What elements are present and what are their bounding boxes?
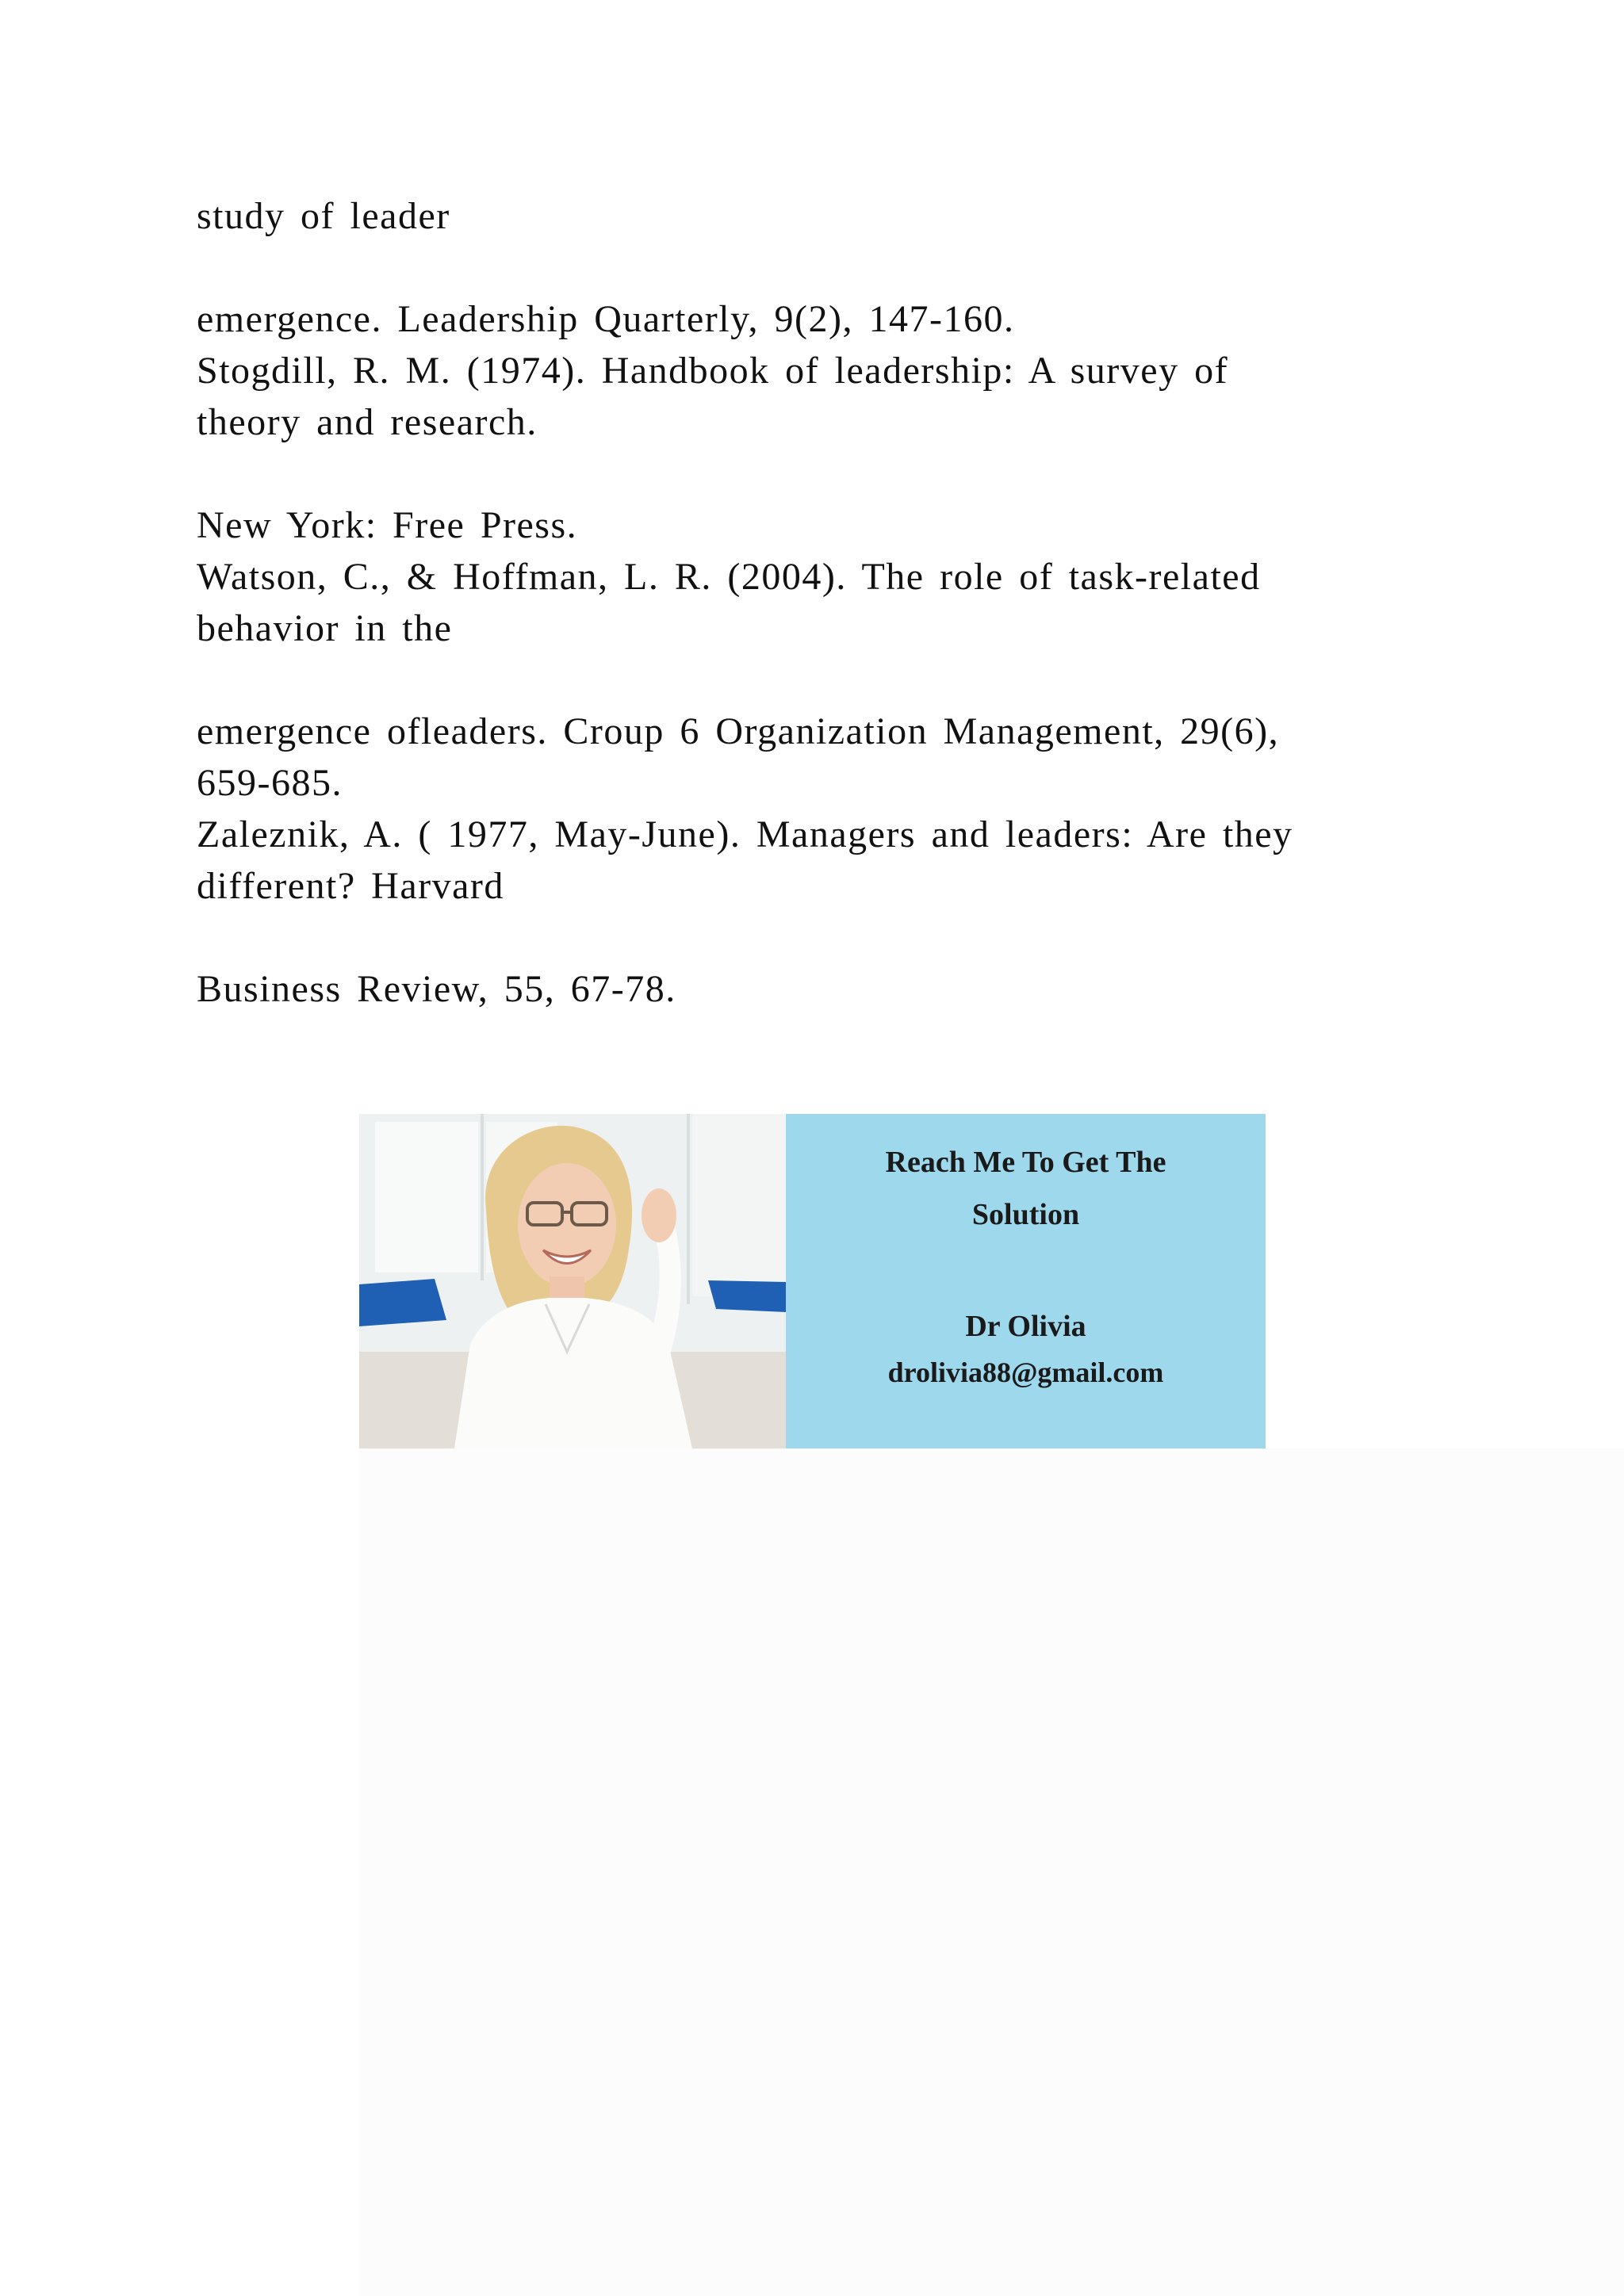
smiling-woman-photo <box>359 1114 786 1448</box>
reference-line: study of leader <box>197 195 450 237</box>
contact-banner <box>359 1114 1266 1448</box>
reference-line: Stogdill, R. M. (1974). Handbook of leadership: A survey of <box>197 350 1229 392</box>
reference-line: emergence. Leadership Quarterly, 9(2), 147-160. <box>197 298 1015 340</box>
contact-name: Dr Olivia <box>965 1310 1086 1343</box>
heading-line-2: Solution <box>971 1198 1080 1231</box>
blank-page-area <box>359 1448 1624 2296</box>
contact-email: drolivia88@gmail.com <box>887 1357 1164 1388</box>
paragraph-gap <box>197 654 1418 706</box>
reference-line: behavior in the <box>197 607 453 649</box>
heading-line-1: Reach Me To Get The <box>885 1146 1166 1179</box>
reference-line: theory and research. <box>197 401 538 443</box>
paragraph-gap <box>197 242 1418 293</box>
reference-list <box>197 190 1418 1015</box>
reference-line: New York: Free Press. <box>197 504 578 546</box>
contact-panel <box>786 1114 1266 1448</box>
reference-line: 659-685. <box>197 762 343 804</box>
paragraph-gap <box>197 912 1418 963</box>
paragraph-gap <box>197 448 1418 499</box>
photo-illustration <box>359 1114 786 1448</box>
reference-line: different? Harvard <box>197 865 504 907</box>
contact-heading <box>786 1136 1266 1241</box>
reference-line: Business Review, 55, 67-78. <box>197 968 676 1010</box>
reference-line: Zaleznik, A. ( 1977, May-June). Managers and leaders: Are they <box>197 813 1293 855</box>
reference-line: Watson, C., & Hoffman, L. R. (2004). The role of task-related <box>197 556 1261 598</box>
reference-line: emergence ofleaders. Croup 6 Organization Management, 29(6), <box>197 710 1280 752</box>
